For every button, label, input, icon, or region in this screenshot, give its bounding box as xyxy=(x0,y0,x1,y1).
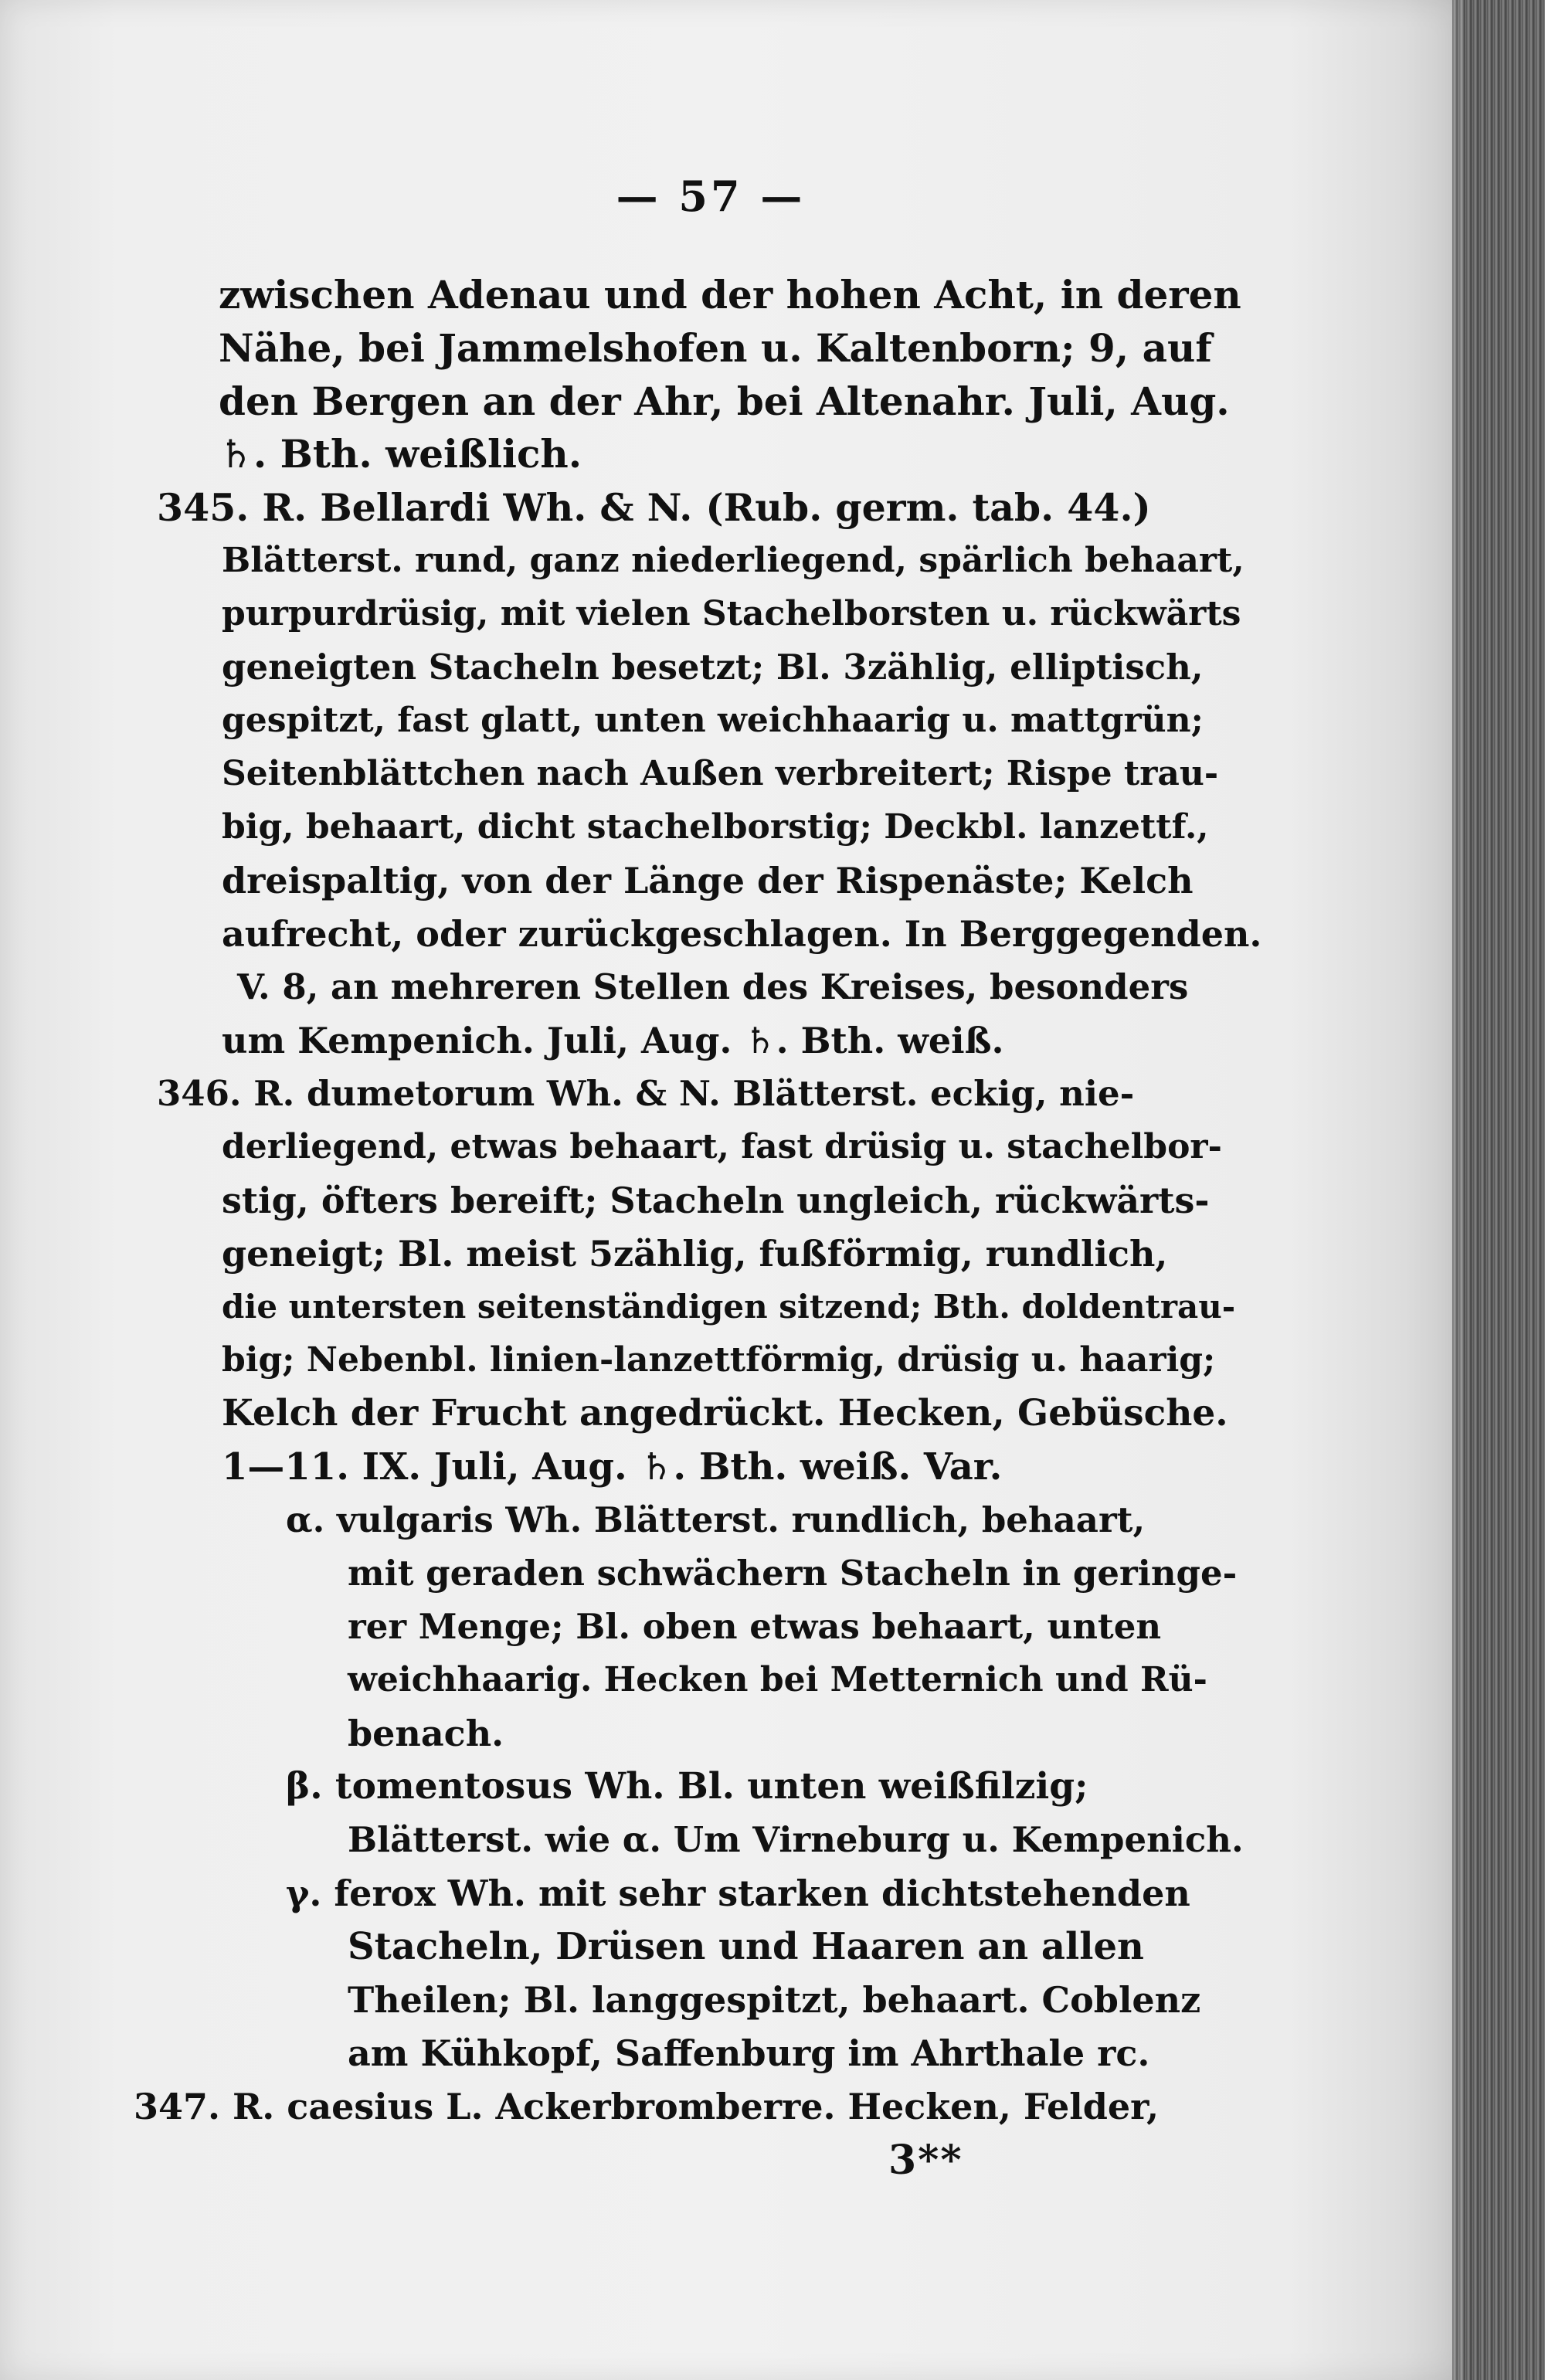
text-line: V. 8, an mehreren Stellen des Kreises, besonders xyxy=(237,966,1189,1007)
text-line: zwischen Adenau und der hohen Acht, in deren xyxy=(219,272,1241,317)
entry-heading: 345. R. Bellardi Wh. & N. (Rub. germ. tab. 44.) xyxy=(157,485,1151,530)
text-line: am Kühkopf, Saffenburg im Ahrthale rc. xyxy=(348,2032,1150,2074)
text-line: Nähe, bei Jammelshofen u. Kaltenborn; 9, auf xyxy=(219,325,1212,371)
text-line: purpurdrüsig, mit vielen Stachelborsten u. rückwärts xyxy=(222,594,1241,633)
book-page-edges xyxy=(1452,0,1545,2380)
variety-entry: β. tomentosus Wh. Bl. unten weißfilzig; xyxy=(286,1765,1088,1808)
entry-heading: 347. R. caesius L. Ackerbromberre. Hecken, Felder, xyxy=(134,2086,1160,2127)
text-line: Theilen; Bl. langgespitzt, behaart. Coblenz xyxy=(348,1979,1201,2021)
text-line: die untersten seitenständigen sitzend; Bth. doldentrau- xyxy=(222,1288,1236,1326)
variety-entry: γ. ferox Wh. mit sehr starken dichtstehenden xyxy=(286,1872,1190,1914)
text-line: Stacheln, Drüsen und Haaren an allen xyxy=(348,1925,1144,1968)
text-line: Blätterst. rund, ganz niederliegend, spärlich behaart, xyxy=(222,541,1244,580)
text-line: big, behaart, dicht stachelborstig; Deckbl. lanzettf., xyxy=(222,807,1209,847)
text-line: gespitzt, fast glatt, unten weichhaarig u. mattgrün; xyxy=(222,701,1204,740)
text-line: aufrecht, oder zurückgeschlagen. In Berggegenden. xyxy=(222,913,1262,955)
text-line: Seitenblättchen nach Außen verbreitert; Rispe trau- xyxy=(222,754,1219,793)
text-line: 1—11. IX. Juli, Aug. ♄. Bth. weiß. Var. xyxy=(222,1445,1003,1489)
text-line: geneigt; Bl. meist 5zählig, fußförmig, rundlich, xyxy=(222,1233,1168,1275)
text-line: geneigten Stacheln besetzt; Bl. 3zählig, elliptisch, xyxy=(222,647,1204,688)
text-line: derliegend, etwas behaart, fast drüsig u. stachelbor- xyxy=(222,1127,1222,1166)
text-line: dreispaltig, von der Länge der Rispenäste; Kelch xyxy=(222,860,1194,901)
text-line: stig, öfters bereift; Stacheln ungleich, rückwärts- xyxy=(222,1180,1210,1221)
text-line: Kelch der Frucht angedrückt. Hecken, Gebüsche. xyxy=(222,1392,1228,1434)
text-line: den Bergen an der Ahr, bei Altenahr. Juli, Aug. xyxy=(219,379,1230,424)
text-line: um Kempenich. Juli, Aug. ♄. Bth. weiß. xyxy=(222,1020,1004,1061)
signature-mark: 3** xyxy=(888,2137,963,2184)
variety-entry: α. vulgaris Wh. Blätterst. rundlich, behaart, xyxy=(286,1499,1146,1540)
text-line: ♄. Bth. weißlich. xyxy=(219,431,582,477)
text-line: benach. xyxy=(348,1713,504,1754)
text-line: weichhaarig. Hecken bei Metternich und Rü- xyxy=(348,1660,1207,1699)
text-line: Blätterst. wie α. Um Virneburg u. Kempenich. xyxy=(348,1819,1244,1860)
text-line: rer Menge; Bl. oben etwas behaart, unten xyxy=(348,1606,1162,1647)
text-line: mit geraden schwächern Stacheln in geringe- xyxy=(348,1553,1238,1594)
entry-heading: 346. R. dumetorum Wh. & N. Blätterst. eckig, nie- xyxy=(157,1073,1135,1114)
text-line: big; Nebenbl. linien-lanzettförmig, drüsig u. haarig; xyxy=(222,1340,1216,1380)
page-number: — 57 — xyxy=(616,171,806,221)
